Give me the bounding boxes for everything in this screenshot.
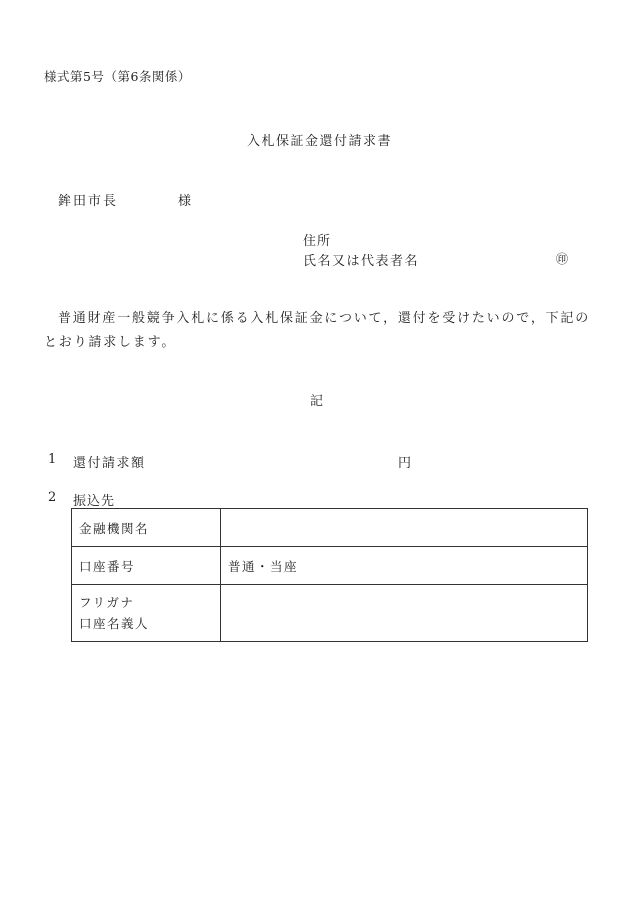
refund-amount-label: 還付請求額 <box>73 456 146 471</box>
item-1-number: 1 <box>48 452 57 467</box>
yen-unit: 円 <box>398 456 412 471</box>
addressee-honorific: 様 <box>178 194 194 209</box>
transfer-table <box>71 508 588 642</box>
account-holder-value <box>221 585 588 642</box>
bank-name-value <box>221 509 588 547</box>
account-type-value: 普通・当座 <box>221 547 588 585</box>
account-holder-name-label: 口座名義人 <box>79 616 150 631</box>
addressee <box>58 190 193 209</box>
account-holder-label <box>72 585 221 642</box>
account-number-label: 口座番号 <box>72 547 221 585</box>
name-label: 氏名又は代表者名 <box>303 254 420 269</box>
seal-mark: ㊞ <box>556 252 569 266</box>
addressee-name: 鉾田市長 <box>58 194 119 209</box>
request-body-text: 普通財産一般競争入札に係る入札保証金について，還付を受けたいので，下記のとおり請求します。 <box>44 311 591 350</box>
bank-name-label: 金融機関名 <box>72 509 221 547</box>
address-label: 住所 <box>303 234 332 249</box>
document-title: 入札保証金還付請求書 <box>247 134 393 149</box>
ki-heading: 記 <box>310 394 324 409</box>
form-number: 様式第5号（第6条関係） <box>44 69 191 84</box>
furigana-label: フリガナ <box>79 595 135 610</box>
table-row <box>72 585 588 642</box>
table-row <box>72 547 588 585</box>
transfer-destination-label: 振込先 <box>73 494 116 509</box>
table-row <box>72 509 588 547</box>
item-2-number: 2 <box>48 490 57 505</box>
